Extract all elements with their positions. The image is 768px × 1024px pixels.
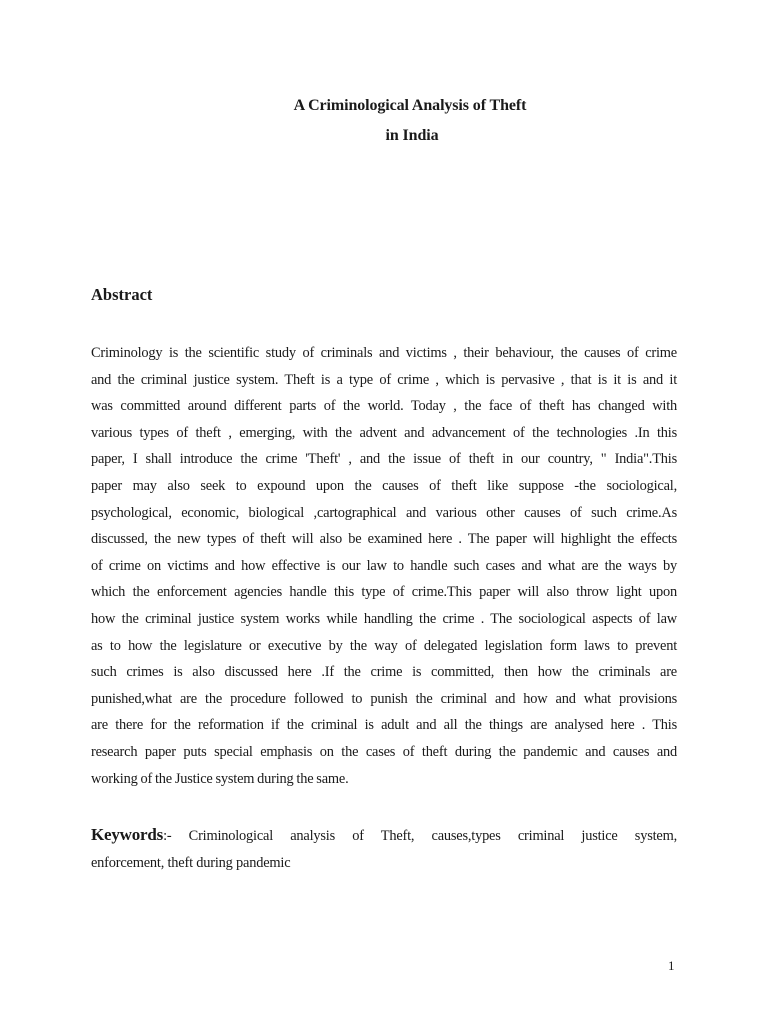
abstract-line: as to how the legislature or executive by the way of delegated legislation form laws to prevent — [91, 637, 677, 654]
keywords-section — [91, 822, 677, 876]
abstract-line: various types of theft , emerging, with the advent and advancement of the technologies .In this — [91, 424, 677, 441]
keywords-line-1 — [91, 822, 677, 850]
page-number: 1 — [668, 958, 675, 973]
keywords-line-2: enforcement, theft during pandemic — [91, 854, 291, 871]
abstract-line: paper, I shall introduce the crime 'Theft' , and the issue of theft in our country, " India".This — [91, 451, 677, 468]
paper-title-line-2: in India — [385, 127, 439, 144]
abstract-line: of crime on victims and how effective is our law to handle such cases and what are the ways by — [91, 557, 677, 574]
abstract-line: punished,what are the procedure followed to punish the criminal and how and what provisions — [91, 690, 677, 707]
abstract-line: was committed around different parts of the world. Today , the face of theft has changed with — [91, 398, 677, 415]
abstract-line: are there for the reformation if the criminal is adult and all the things are analysed here . This — [91, 717, 677, 734]
keywords-label: Keywords — [91, 825, 164, 844]
abstract-line: research paper puts special emphasis on the cases of theft during the pandemic and causes and — [91, 743, 677, 760]
abstract-line: which the enforcement agencies handle this type of crime.This paper will also throw light upon — [91, 584, 677, 601]
abstract-line: and the criminal justice system. Theft is a type of crime , which is pervasive , that is it is and it — [91, 371, 677, 388]
abstract-line: working of the Justice system during the same. — [91, 770, 349, 787]
abstract-line: paper may also seek to expound upon the causes of theft like suppose -the sociological, — [91, 477, 677, 494]
abstract-line: Criminology is the scientific study of criminals and victims , their behaviour, the causes of crime — [91, 345, 677, 361]
abstract-line: psychological, economic, biological ,cartographical and various other causes of such crime.As — [91, 504, 677, 521]
abstract-line: how the criminal justice system works while handling the crime . The sociological aspects of law — [91, 610, 677, 627]
keywords-text-1: Criminological analysis of Theft, causes,types criminal justice system, — [188, 828, 677, 844]
abstract-body — [91, 340, 677, 792]
abstract-heading: Abstract — [91, 285, 153, 304]
abstract-line: such crimes is also discussed here .If the crime is committed, then how the criminals are — [91, 664, 677, 681]
paper-title-line-1: A Criminological Analysis of Theft — [293, 97, 527, 114]
keywords-separator: :- — [163, 828, 189, 844]
abstract-line: discussed, the new types of theft will also be examined here . The paper will highlight the effects — [91, 531, 677, 548]
